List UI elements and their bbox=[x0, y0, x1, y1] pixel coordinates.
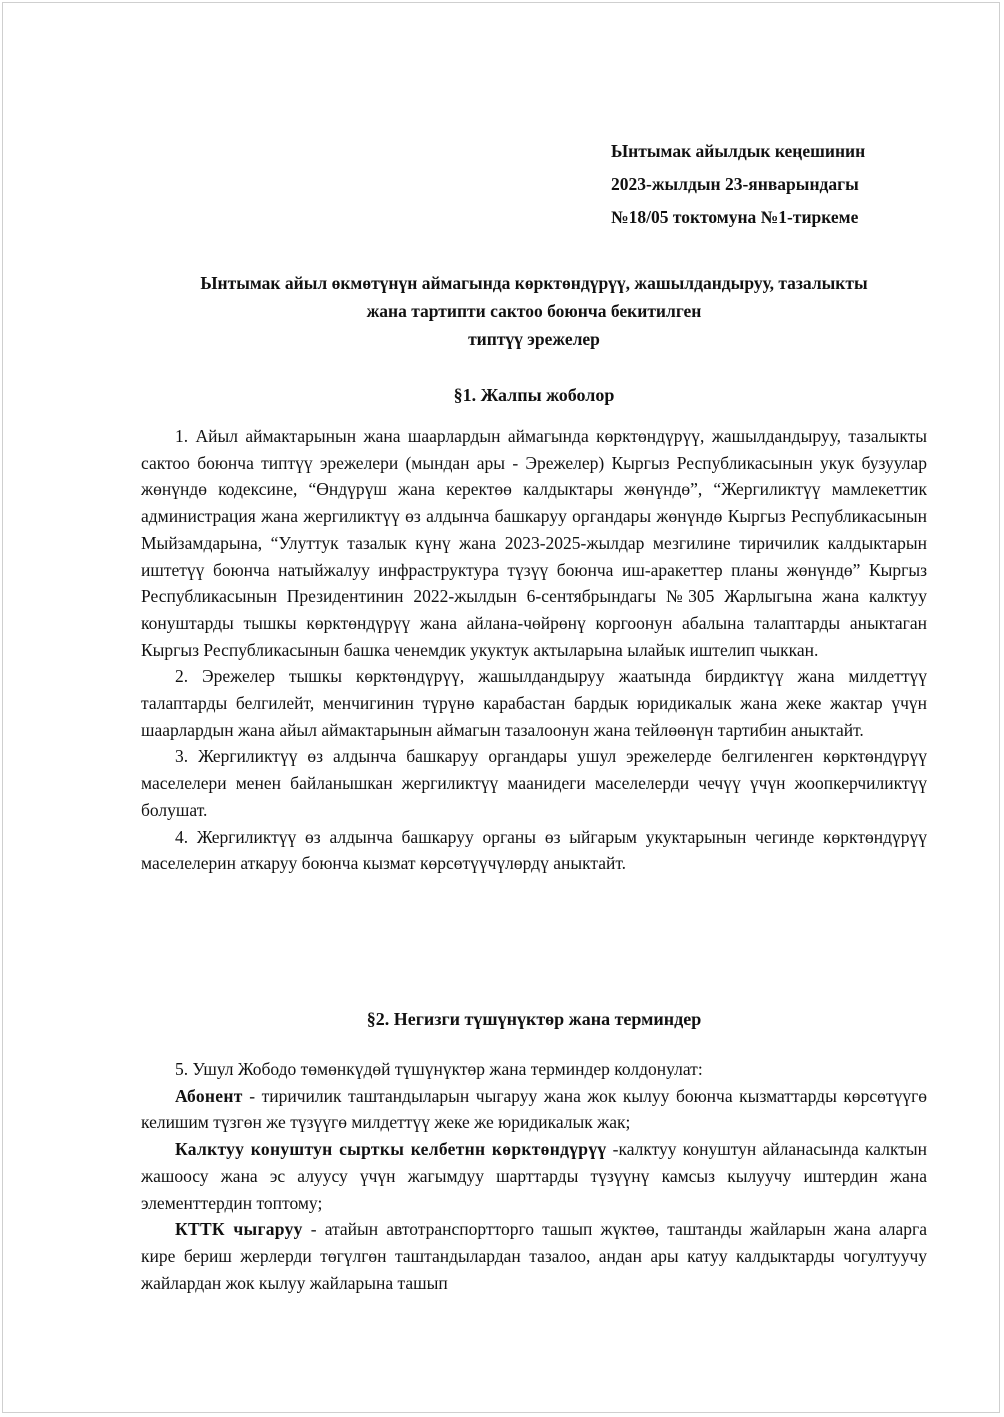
appendix-line-3: №18/05 токтомуна №1-тиркеме bbox=[611, 207, 859, 227]
appendix-line-2: 2023-жылдын 23-январындагы bbox=[611, 174, 859, 194]
section-1-body bbox=[141, 423, 927, 877]
section-1-heading: §1. Жалпы жоболор bbox=[453, 385, 615, 405]
term-settlement-improvement-definition: -калктуу конуштун айланасында калктын жашоосу жана эс алуусу үчүн жагымдуу шарттарды түзүүнү камсыз кылуучу иштердин жана элементтердин топтому; bbox=[141, 1139, 927, 1213]
title-line-2: жана тартипти сактоо боюнча бекитилген bbox=[366, 301, 702, 321]
appendix-line-1: Ынтымак айылдык кеңешинин bbox=[611, 141, 866, 161]
paragraph-1: 1. Айыл аймактарынын жана шаарлардын аймагында көрктөндүрүү, жашылдандыруу, тазалыкты сактоо боюнча типтүү эрежелери (мындан ары - Эрежелер) Кыргыз Республикасынын укук бузуулар жөнүндө кодексине, “Өндүрүш жана керектөө калдыктары жөнүндө”, “Жергиликтүү мамлекеттик администрация жана жергиликтүү өз алдынча башкаруу органдары жөнүндө Кыргыз Республикасынын Мыйзамдарына, “Улуттук тазалык күнү жана 2023-2025-жылдар мезгилине тиричилик калдыктарын иштетүү боюнча натыйжалуу инфраструктура түзүү боюнча иш-аракеттер планы жөнүндө” Кыргыз Республикасынын Президентинин 2022-жылдын 6-сентябрындагы №305 Жарлыгына жана калктуу конуштарды тышкы көрктөндүрүү жана айлана-чөйрөнү коргоонун абалына талаптарды аныктаган Кыргыз Республикасынын башка ченемдик укуктук актыларына ылайык иштелип чыккан. bbox=[141, 426, 927, 660]
term-waste-removal-definition: - атайын автотранспортторго ташып жүктөө, таштанды жайларын жана аларга кире бериш жерлерди төгүлгөн таштандылардан тазалоо, андан ары катуу калдыктарды чогултуучу жайлардан жок кылуу жайларына ташып bbox=[141, 1219, 927, 1293]
paragraph-5: 5. Ушул Жободо төмөнкүдөй түшүнүктөр жана терминдер колдонулат: bbox=[175, 1059, 703, 1079]
section-2-body bbox=[141, 1056, 927, 1296]
title-line-3: типтүү эрежелер bbox=[468, 329, 600, 349]
appendix-reference bbox=[611, 135, 865, 234]
term-abonent bbox=[141, 1083, 927, 1136]
section-2-heading: §2. Негизги түшүнүктөр жана терминдер bbox=[366, 1009, 702, 1029]
term-abonent-definition: - тиричилик таштандыларын чыгаруу жана жок кылуу боюнча кызматтарды көрсөтүүгө келишим түзгөн же түзүүгө милдеттүү жеке же юридикалык жак; bbox=[141, 1085, 927, 1133]
document-title bbox=[141, 269, 927, 353]
title-line-1: Ынтымак айыл өкмөтүнүн аймагында көрктөндүрүү, жашылдандыруу, тазалыкты bbox=[200, 273, 868, 293]
term-settlement-improvement bbox=[141, 1136, 927, 1216]
term-waste-removal-name: КТТК чыгаруу bbox=[175, 1219, 303, 1240]
paragraph-3: 3. Жергиликтүү өз алдынча башкаруу органдары ушул эрежелерде белгиленген көрктөндүрүү маселелери менен байланышкан жергиликтүү маанидеги маселелерди чечүү үчүн жоопкерчиликтүү болушат. bbox=[141, 746, 927, 820]
paragraph-2: 2. Эрежелер тышкы көрктөндүрүү, жашылдандыруу жаатында бирдиктүү жана милдеттүү талаптарды белгилейт, менчигинин түрүнө карабастан бардык юридикалык жана жеке жактар үчүн шаарлардын жана айыл аймактарынын аймагын тазалоонун жана тейлөөнүн тартибин аныктайт. bbox=[141, 666, 927, 740]
term-abonent-name: Абонент bbox=[175, 1085, 243, 1106]
paragraph-4: 4. Жергиликтүү өз алдынча башкаруу органы өз ыйгарым укуктарынын чегинде көрктөндүрүү маселелерин аткаруу боюнча кызмат көрсөтүүчүлөрдү аныктайт. bbox=[141, 826, 927, 874]
term-waste-removal bbox=[141, 1216, 927, 1296]
term-settlement-improvement-name: Калктуу конуштун сырткы келбетнн көрктөндүрүү bbox=[175, 1139, 607, 1160]
document-page bbox=[2, 2, 1000, 1413]
